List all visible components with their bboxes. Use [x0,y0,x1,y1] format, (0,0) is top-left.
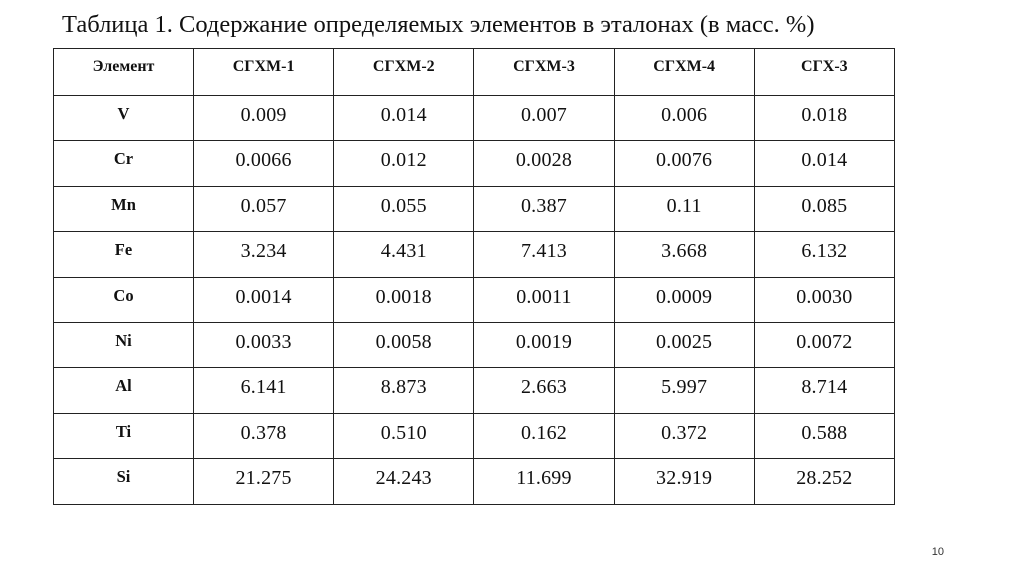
table-cell: 0.055 [334,186,474,231]
row-element-cell: Mn [54,186,194,231]
table-row [54,459,895,504]
table-cell: 0.372 [614,413,754,458]
table-cell: 0.0076 [614,141,754,186]
table-cell: 28.252 [754,459,894,504]
table-cell: 6.132 [754,232,894,277]
page-number: 10 [931,546,944,558]
header-cell-element: Элемент [54,49,194,96]
header-row [54,49,895,96]
table-cell: 0.0014 [194,277,334,322]
table-cell: 3.234 [194,232,334,277]
table-cell: 0.162 [474,413,614,458]
table-row [54,368,895,413]
table-cell: 5.997 [614,368,754,413]
table-cell: 7.413 [474,232,614,277]
table-row [54,232,895,277]
row-element-cell: Si [54,459,194,504]
table-row [54,141,895,186]
table-cell: 0.0058 [334,322,474,367]
table-cell: 11.699 [474,459,614,504]
table-cell: 0.0028 [474,141,614,186]
table-cell: 0.387 [474,186,614,231]
table-cell: 2.663 [474,368,614,413]
table-row [54,277,895,322]
row-element-cell: Cr [54,141,194,186]
table-cell: 32.919 [614,459,754,504]
row-element-cell: Fe [54,232,194,277]
table-cell: 0.057 [194,186,334,231]
row-element-cell: Al [54,368,194,413]
table-cell: 24.243 [334,459,474,504]
table-title: Таблица 1. Содержание определяемых элементов в эталонах (в масс. %) [62,11,815,38]
header-cell-sgkhm-4: СГХМ-4 [614,49,754,96]
table-cell: 4.431 [334,232,474,277]
table-cell: 0.0025 [614,322,754,367]
elements-table [53,48,895,505]
table-cell: 0.012 [334,141,474,186]
table-cell: 0.009 [194,96,334,141]
table-cell: 0.0066 [194,141,334,186]
table-cell: 0.007 [474,96,614,141]
row-element-cell: Ni [54,322,194,367]
table-cell: 8.873 [334,368,474,413]
table-cell: 0.0033 [194,322,334,367]
table-cell: 6.141 [194,368,334,413]
row-element-cell: V [54,96,194,141]
table-cell: 0.510 [334,413,474,458]
table-cell: 0.014 [754,141,894,186]
table-cell: 0.0030 [754,277,894,322]
header-cell-sgkhm-3: СГХМ-3 [474,49,614,96]
table-cell: 0.0009 [614,277,754,322]
row-element-cell: Co [54,277,194,322]
table-row [54,322,895,367]
row-element-cell: Ti [54,413,194,458]
table-cell: 0.11 [614,186,754,231]
table-cell: 0.0019 [474,322,614,367]
table-cell: 0.085 [754,186,894,231]
table-cell: 0.0011 [474,277,614,322]
header-cell-sgkh-3: СГХ-3 [754,49,894,96]
header-cell-sgkhm-1: СГХМ-1 [194,49,334,96]
table-cell: 3.668 [614,232,754,277]
table-row [54,96,895,141]
table-cell: 0.014 [334,96,474,141]
table-cell: 0.018 [754,96,894,141]
table-cell: 0.0072 [754,322,894,367]
table-cell: 0.378 [194,413,334,458]
table-cell: 8.714 [754,368,894,413]
table-row [54,413,895,458]
table-cell: 0.0018 [334,277,474,322]
table-cell: 0.006 [614,96,754,141]
table-cell: 0.588 [754,413,894,458]
table-cell: 21.275 [194,459,334,504]
header-cell-sgkhm-2: СГХМ-2 [334,49,474,96]
table-row [54,186,895,231]
